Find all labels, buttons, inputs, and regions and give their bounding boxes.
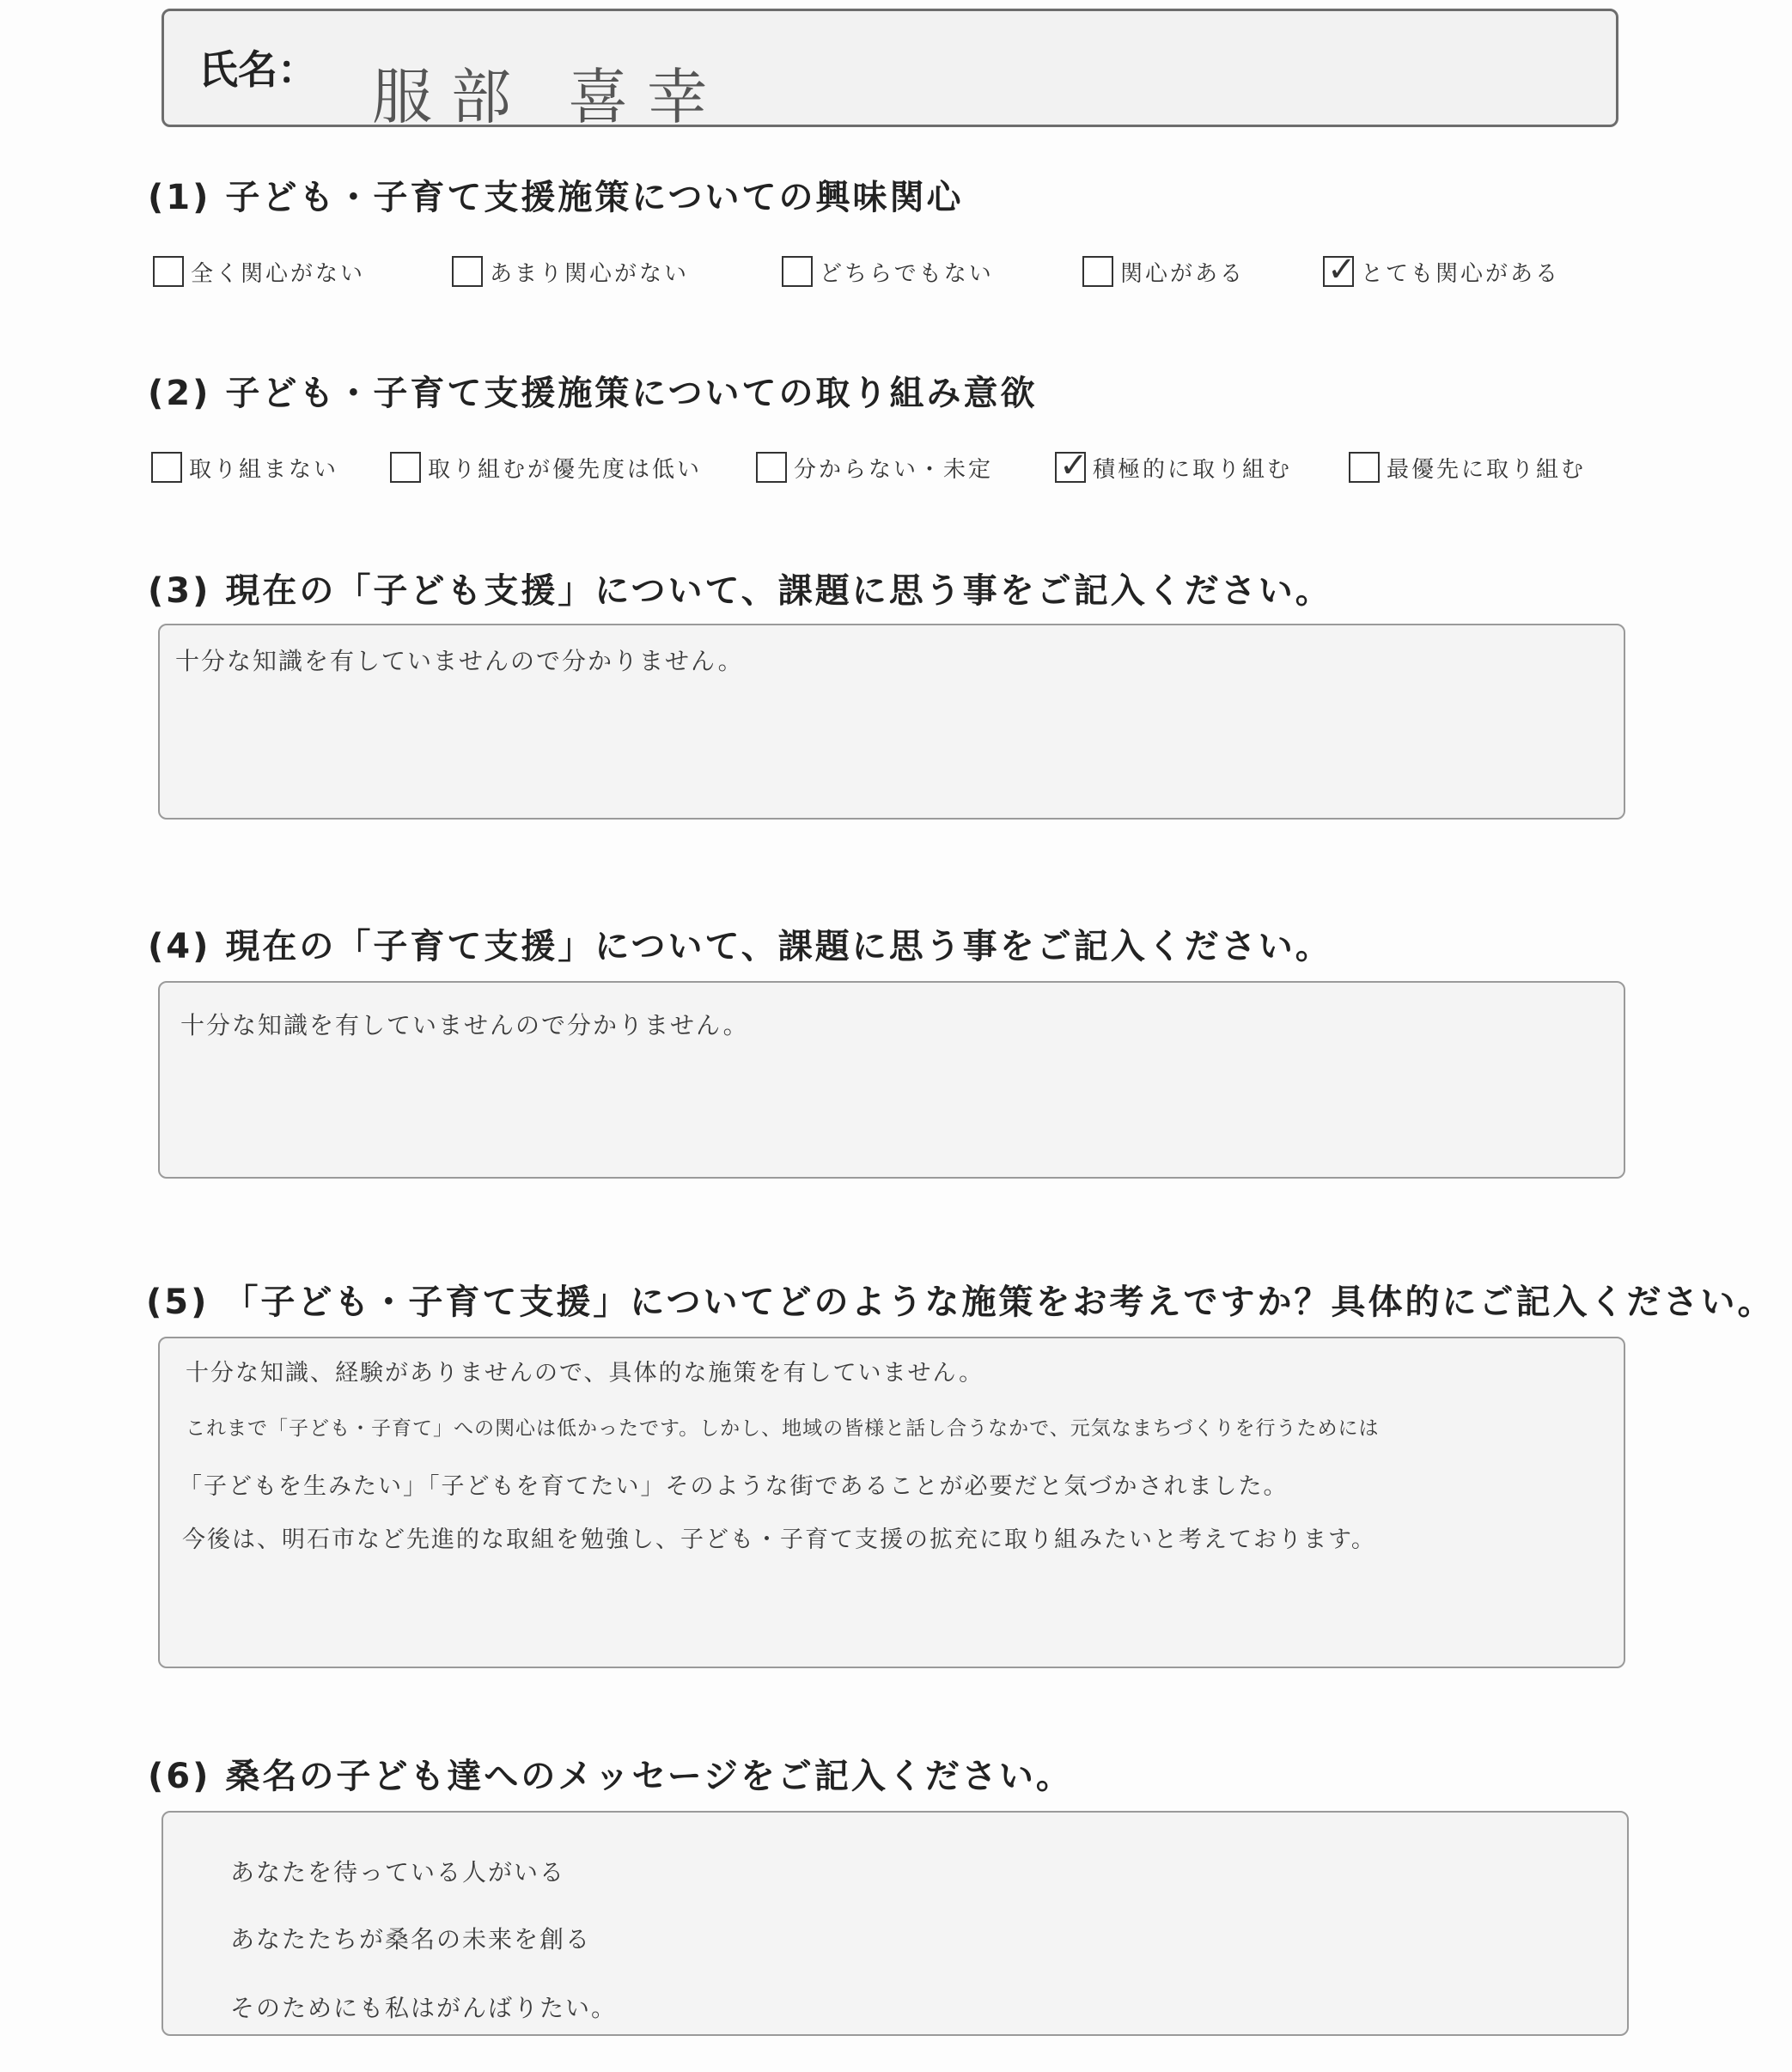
q1-checkbox-4[interactable] xyxy=(1082,256,1113,287)
q1-checkbox-5[interactable] xyxy=(1323,250,1356,289)
q3-answer-line: 十分な知識を有していませんので分かりません。 xyxy=(175,647,744,675)
name-label: 氏名： xyxy=(198,46,317,93)
q1-option-label: 全く関心がない xyxy=(191,260,366,287)
q5-answer-line: 「子どもを生みたい」「子どもを育てたい」そのような街であることが必要だと気づかされました。 xyxy=(179,1473,1289,1500)
q2-option-label: 分からない・未定 xyxy=(794,456,994,483)
name-box xyxy=(162,9,1618,132)
q2-option-label: 最優先に取り組む xyxy=(1387,456,1587,483)
q4-title: (4) 現在の「子育て支援」について、課題に思う事をご記入ください。 xyxy=(148,927,1332,966)
name-value: 服部 喜幸 xyxy=(372,62,727,132)
q2-option-5[interactable] xyxy=(1349,448,1586,486)
q2-checkbox-4[interactable] xyxy=(1055,446,1088,485)
q6-answer-line: そのためにも私はがんばりたい。 xyxy=(230,1994,618,2022)
q1-option-label: 関心がある xyxy=(1120,260,1246,287)
q2-option-1[interactable] xyxy=(151,448,338,486)
q4-answer-box[interactable] xyxy=(158,981,1625,1179)
q3-answer-box[interactable] xyxy=(158,624,1625,820)
q4-answer-line: 十分な知識を有していませんので分かりません。 xyxy=(180,1011,749,1039)
q2-option-label: 取り組むが優先度は低い xyxy=(428,456,703,483)
q1-checkbox-1[interactable] xyxy=(153,256,184,287)
q5-answer-line: 今後は、明石市など先進的な取組を勉強し、子ども・子育て支援の拡充に取り組みたいと考えております。 xyxy=(182,1527,1376,1553)
q2-option-3[interactable] xyxy=(756,448,993,486)
q1-checkbox-3[interactable] xyxy=(782,256,813,287)
q2-title: (2) 子ども・子育て支援施策についての取り組み意欲 xyxy=(148,374,1038,413)
q1-title: (1) 子ども・子育て支援施策についての興味関心 xyxy=(148,178,964,217)
q1-option-label: あまり関心がない xyxy=(490,260,690,287)
check-mark-icon: ✓ xyxy=(1327,250,1356,289)
q2-checkbox-2[interactable] xyxy=(390,452,421,483)
q5-answer-line: これまで「子ども・子育て」への関心は低かったです。しかし、地域の皆様と話し合うなかで、元気なまちづくりを行うためには xyxy=(186,1417,1380,1440)
q2-option-label: 積極的に取り組む xyxy=(1093,456,1293,483)
q6-answer-line: あなたを待っている人がいる xyxy=(230,1858,566,1886)
q1-option-4[interactable] xyxy=(1082,253,1245,290)
q2-option-label: 取り組まない xyxy=(189,456,339,483)
q2-checkbox-5[interactable] xyxy=(1349,452,1380,483)
q5-answer-box[interactable] xyxy=(158,1337,1625,1668)
q6-title: (6) 桑名の子ども達へのメッセージをご記入ください。 xyxy=(148,1757,1073,1796)
q1-option-2[interactable] xyxy=(452,253,689,290)
q1-option-5[interactable] xyxy=(1323,250,1561,290)
q6-answer-box[interactable] xyxy=(162,1811,1629,2036)
q2-checkbox-3[interactable] xyxy=(756,452,787,483)
q1-option-3[interactable] xyxy=(782,253,994,290)
q1-option-1[interactable] xyxy=(153,253,365,290)
q2-checkbox-1[interactable] xyxy=(151,452,182,483)
check-mark-icon: ✓ xyxy=(1059,446,1088,485)
q2-option-2[interactable] xyxy=(390,448,702,486)
q1-option-label: とても関心がある xyxy=(1361,260,1561,287)
q6-answer-line: あなたたちが桑名の未来を創る xyxy=(230,1925,592,1953)
q1-option-label: どちらでもない xyxy=(820,260,994,287)
q2-option-4[interactable] xyxy=(1055,448,1292,486)
q5-answer-line: 十分な知識、経験がありませんので、具体的な施策を有していません。 xyxy=(186,1360,984,1386)
q3-title: (3) 現在の「子ども支援」について、課題に思う事をご記入ください。 xyxy=(148,571,1332,611)
q5-title: (5) 「子ども・子育て支援」についてどのような施策をお考えですか？具体的にご記入ください。 xyxy=(146,1283,1775,1322)
q1-checkbox-2[interactable] xyxy=(452,256,483,287)
